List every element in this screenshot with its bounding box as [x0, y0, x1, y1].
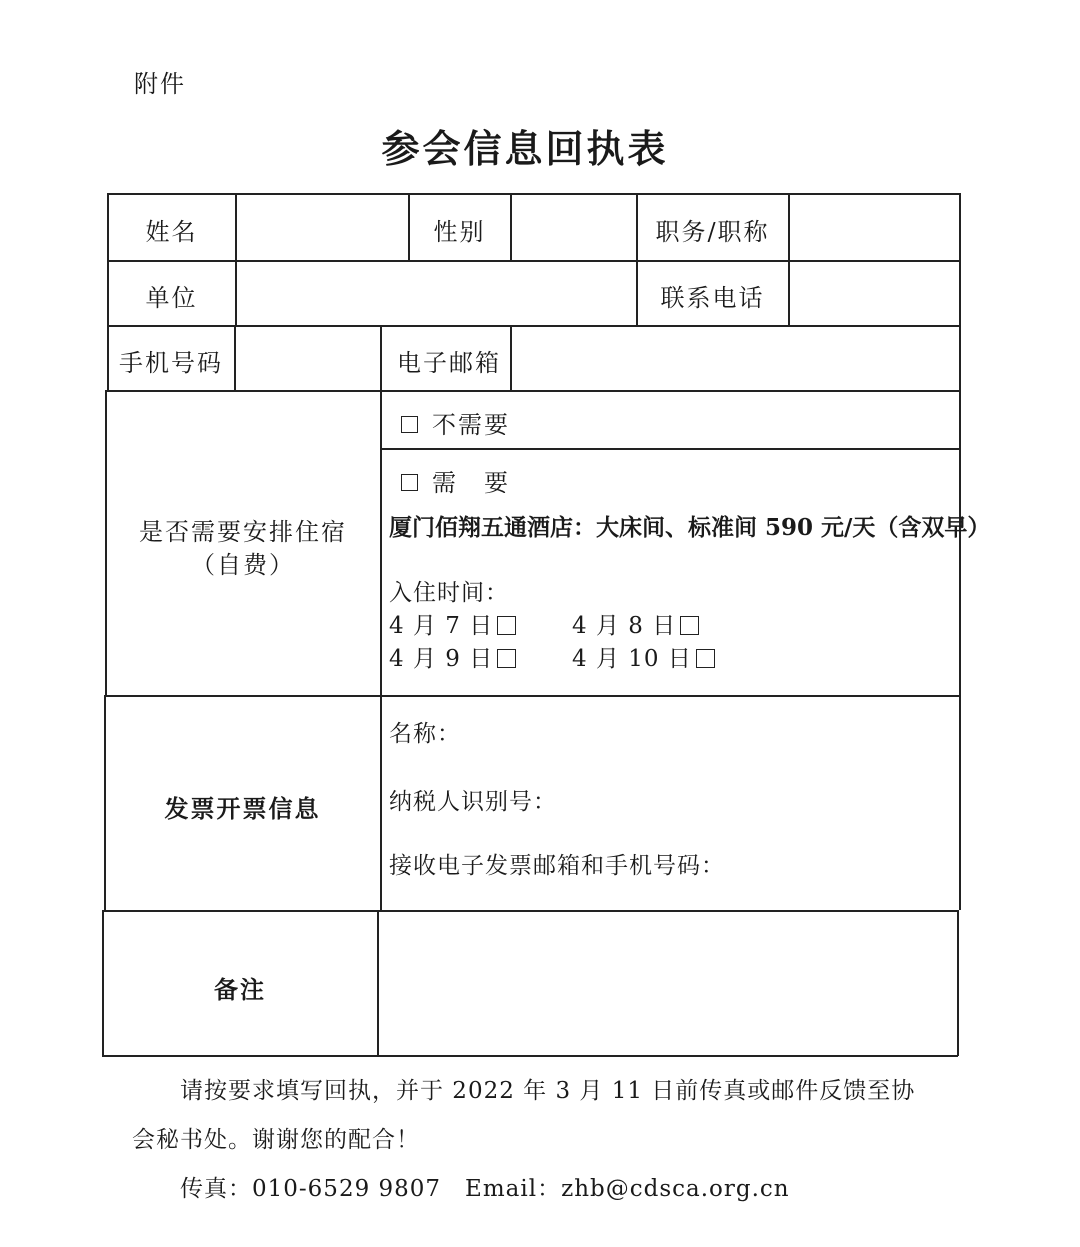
- table-line: [380, 448, 960, 450]
- table-line: [102, 1055, 958, 1057]
- option-need-lodging[interactable]: [401, 463, 510, 498]
- email-label: 电子邮箱: [397, 349, 501, 377]
- remarks-label: 备注: [214, 975, 266, 1004]
- page-title: 参会信息回执表: [381, 126, 669, 171]
- checkin-label: 入住时间：: [389, 580, 509, 606]
- table-line: [380, 325, 382, 910]
- table-line: [234, 325, 236, 390]
- hotel-info: 厦门佰翔五通酒店：大床间、标准间 590 元/天（含双早）: [389, 514, 991, 541]
- table-line: [788, 193, 790, 325]
- invoice-name-field: 名称：: [389, 721, 461, 747]
- invoice-taxid-field: 纳税人识别号：: [389, 789, 557, 815]
- table-line: [103, 910, 958, 912]
- table-line: [235, 193, 237, 325]
- date-option[interactable]: [572, 640, 715, 673]
- option-yes-label: 需 要: [432, 469, 510, 497]
- table-line: [510, 325, 512, 390]
- date-option[interactable]: [389, 640, 516, 673]
- lodging-self-pay-label: （自费）: [191, 551, 295, 579]
- table-line: [510, 193, 512, 260]
- checkbox-icon[interactable]: [497, 649, 516, 668]
- date-label: 4 月 10 日: [572, 646, 692, 672]
- date-option[interactable]: [389, 607, 516, 640]
- date-label: 4 月 9 日: [389, 646, 494, 672]
- date-label: 4 月 7 日: [389, 613, 494, 639]
- option-no-label: 不需要: [432, 411, 510, 439]
- option-no-lodging[interactable]: [401, 405, 510, 440]
- table-line: [959, 193, 961, 910]
- date-label: 4 月 8 日: [572, 613, 677, 639]
- checkbox-icon[interactable]: [680, 616, 699, 635]
- phone-label: 联系电话: [660, 284, 765, 312]
- lodging-label: 是否需要安排住宿: [139, 518, 347, 546]
- checkbox-icon[interactable]: [696, 649, 715, 668]
- footer-thanks: 会秘书处。谢谢您的配合！: [132, 1127, 420, 1153]
- footer-contact: 传真：010-6529 9807 Email：zhb@cdsca.org.cn: [180, 1176, 790, 1202]
- mobile-label: 手机号码: [119, 349, 223, 377]
- table-line: [377, 910, 379, 1056]
- footer-instruction: 请按要求填写回执，并于 2022 年 3 月 11 日前传真或邮件反馈至协: [180, 1078, 916, 1104]
- invoice-receive-field: 接收电子发票邮箱和手机号码：: [389, 853, 725, 879]
- checkbox-icon[interactable]: [401, 474, 418, 491]
- table-line: [104, 695, 960, 697]
- gender-label: 性别: [433, 218, 486, 246]
- name-label: 姓名: [145, 218, 198, 246]
- attachment-label: 附件: [134, 70, 186, 98]
- invoice-label: 发票开票信息: [164, 794, 321, 823]
- position-label: 职务/职称: [655, 218, 770, 246]
- checkbox-icon[interactable]: [401, 416, 418, 433]
- date-option[interactable]: [572, 607, 699, 640]
- table-line: [957, 910, 959, 1056]
- table-line: [105, 390, 960, 392]
- organization-label: 单位: [145, 284, 198, 312]
- checkbox-icon[interactable]: [497, 616, 516, 635]
